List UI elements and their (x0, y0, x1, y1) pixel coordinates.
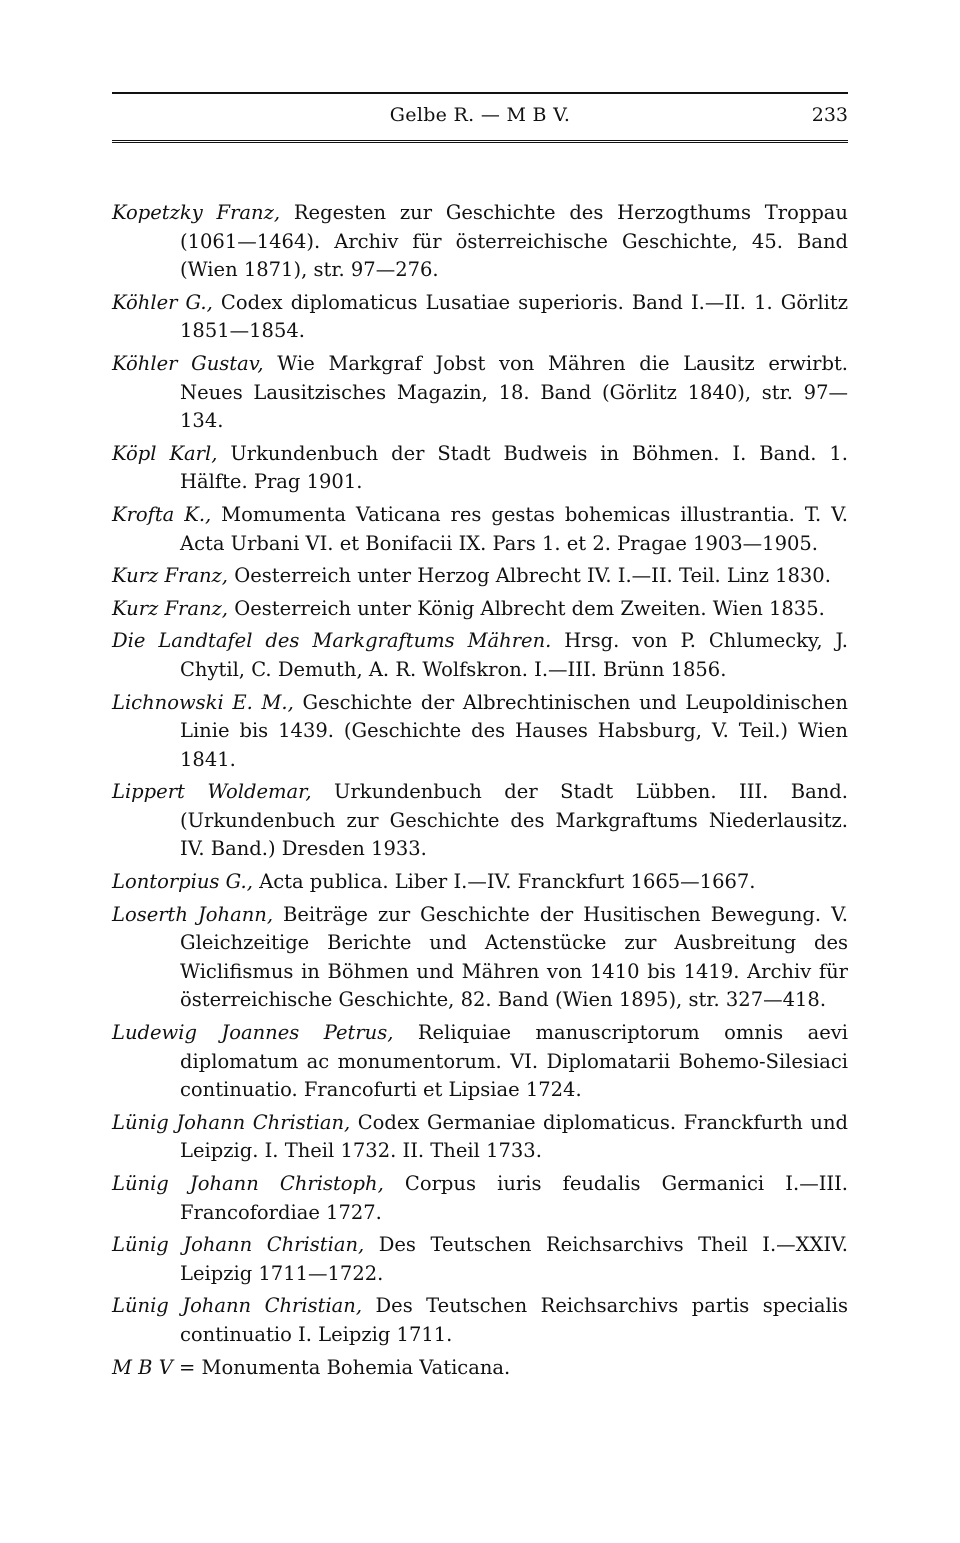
entry-text: Corpus iuris feudalis Germanici I.—III. Francofordiae 1727. (180, 1172, 849, 1224)
entry-text: Acta publica. Liber I.—IV. Franckfurt 1665—1667. (252, 870, 756, 894)
entry-text: Momumenta Vaticana res gestas bohemicas illustrantia. T. V. Acta Urbani VI. et Bonifacii IX. Pars 1. et 2. Pragae 1903—1905. (180, 502, 848, 555)
bibliography-list (112, 199, 848, 1382)
entry-author: Kurz Franz, (112, 596, 229, 620)
entry-text: Beiträge zur Geschichte der Husitischen Bewegung. V. Gleichzeitige Berichte und Actenstücke zur Ausbreitung des Wiclifismus in Böhmen und Mähren von 1410 bis 1419. Archiv für österreichische Geschichte, 82. Band (Wien 1895), str. 327—418. (180, 902, 848, 1012)
entry-text: Oesterreich unter Herzog Albrecht IV. I.—II. Teil. Linz 1830. (228, 564, 831, 588)
bibliography-entry (112, 562, 848, 591)
entry-text: Des Teutschen Reichsarchivs Theil I.—XXIV. Leipzig 1711—1722. (180, 1233, 849, 1285)
entry-text: Codex diplomaticus Lusatiae superioris. Band I.—II. 1. Görlitz 1851—1854. (180, 290, 849, 343)
entry-author: Kopetzky Franz, (112, 201, 281, 224)
entry-author: M B V (112, 1355, 173, 1379)
entry-text: Reliquiae manuscriptorum omnis aevi diplomatum ac monumentorum. VI. Diplomatarii Bohemo-Silesiaci continuatio. Francofurti et Lipsiae 1724. (180, 1021, 848, 1102)
bibliography-entry (112, 1109, 848, 1166)
bibliography-entry (112, 901, 848, 1015)
bibliography-entry (112, 350, 848, 436)
entry-author: Lünig Johann Christian, (112, 1110, 351, 1134)
bibliography-entry (112, 501, 848, 558)
running-header (112, 92, 848, 134)
entry-text: = Monumenta Bohemia Vaticana. (172, 1355, 511, 1379)
bibliography-entry (112, 1231, 848, 1288)
bibliography-entry (112, 289, 848, 346)
header-rule (112, 140, 848, 145)
abbreviation-entry (112, 1354, 848, 1383)
entry-author: Köhler G., (112, 290, 213, 314)
entry-author: Lontorpius G., (112, 870, 253, 894)
bibliography-entry (112, 440, 848, 497)
entry-author: Köpl Karl, (112, 441, 218, 465)
entry-author: Lichnowski E. M., (112, 690, 294, 714)
bibliography-entry (112, 595, 848, 624)
entry-author: Die Landtafel des Markgraftums Mähren. (112, 629, 552, 653)
page-number: 233 (811, 104, 848, 126)
bibliography-entry (112, 1170, 848, 1227)
entry-author: Krofta K., (112, 502, 212, 526)
entry-text: Urkundenbuch der Stadt Lübben. III. Band. (Urkundenbuch zur Geschichte des Markgraftums Niederlausitz. IV. Band.) Dresden 1933. (180, 780, 848, 861)
bibliography-entry (112, 1019, 848, 1105)
bibliography-entry (112, 689, 848, 775)
entry-text: Urkundenbuch der Stadt Budweis in Böhmen. I. Band. 1. Hälfte. Prag 1901. (180, 441, 848, 494)
entry-author: Ludewig Joannes Petrus, (112, 1021, 394, 1045)
page (112, 92, 848, 1386)
entry-author: Lünig Johann Christian, (112, 1294, 363, 1318)
bibliography-entry (112, 778, 848, 864)
running-title: Gelbe R. — M B V. (389, 104, 571, 126)
entry-text: Oesterreich unter König Albrecht dem Zweiten. Wien 1835. (228, 596, 825, 620)
entry-author: Lünig Johann Christian, (112, 1233, 365, 1257)
bibliography-entry (112, 1292, 848, 1349)
entry-text: Codex Germaniae diplomaticus. Franckfurth und Leipzig. I. Theil 1732. II. Theil 1733. (180, 1110, 849, 1163)
entry-author: Kurz Franz, (112, 564, 229, 588)
entry-text: Wie Markgraf Jobst von Mähren die Lausitz erwirbt. Neues Lausitzisches Magazin, 18. Band (Görlitz 1840), str. 97—134. (180, 351, 848, 433)
bibliography-entry (112, 627, 848, 684)
entry-author: Loserth Johann, (112, 902, 274, 926)
entry-author: Lünig Johann Christoph, (112, 1172, 384, 1195)
bibliography-entry (112, 868, 848, 897)
entry-text: Geschichte der Albrechtinischen und Leupoldinischen Linie bis 1439. (Geschichte des Hauses Habsburg, V. Teil.) Wien 1841. (180, 690, 848, 771)
entry-author: Köhler Gustav, (112, 351, 264, 375)
entry-text: Regesten zur Geschichte des Herzogthums Troppau (1061—1464). Archiv für österreichische Geschichte, 45. Band (Wien 1871), str. 97—276. (180, 201, 848, 282)
entry-text: Des Teutschen Reichsarchivs partis specialis continuatio I. Leipzig 1711. (180, 1294, 849, 1346)
entry-author: Lippert Woldemar, (112, 780, 312, 804)
bibliography-entry (112, 199, 848, 285)
entry-text: Hrsg. von P. Chlumecky, J. Chytil, C. Demuth, A. R. Wolfskron. I.—III. Brünn 1856. (180, 629, 848, 681)
